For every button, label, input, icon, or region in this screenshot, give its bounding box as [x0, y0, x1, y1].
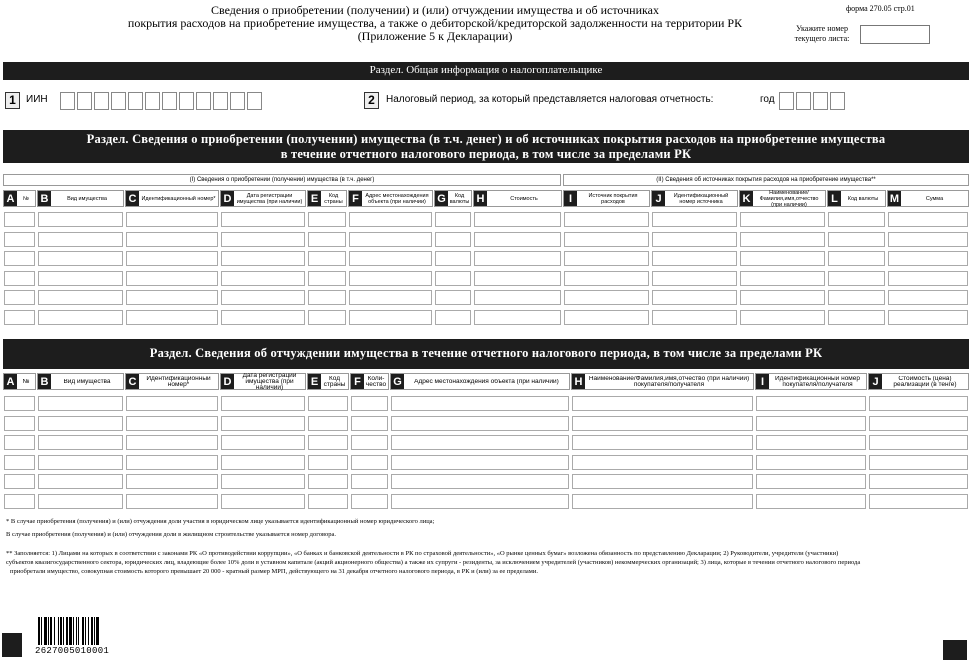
acq-table-cell[interactable] [38, 232, 123, 247]
acq-col-letter: B [38, 191, 51, 206]
disp-table-cell[interactable] [4, 416, 35, 431]
sheet-number-input[interactable] [860, 25, 930, 44]
acq-col-header-c [125, 190, 219, 207]
barcode [38, 617, 126, 647]
disp-table-cell[interactable] [572, 494, 753, 509]
acq-table-cell[interactable] [435, 271, 471, 286]
acq-table-cell[interactable] [564, 232, 649, 247]
note-1: * В случае приобретения (получения) и (или) отчуждения доли участия в юридическом лице указывается идентификационный номер юридического лица; [6, 518, 435, 525]
acq-table-cell[interactable] [4, 251, 35, 266]
acq-col-label: № [23, 195, 29, 202]
disp-table-cell[interactable] [351, 396, 388, 411]
note-3-line-1: ** Заполняется: 1) Лицами на которых в соответствии с законами РК «О противодействии коррупции», «О банках и банковской деятельности в РК по страховой деятельности», «О рынке ценных бумаг» возложена обязанность по представлению Декларации; 2) Руководители, учредители (участники) [6, 550, 839, 557]
acq-table-cell[interactable] [740, 251, 825, 266]
disp-table-cell[interactable] [221, 455, 305, 470]
disp-table-cell[interactable] [221, 494, 305, 509]
disp-col-letter: I [756, 374, 769, 389]
acq-table-cell[interactable] [126, 251, 218, 266]
acq-table-cell[interactable] [828, 212, 885, 227]
disp-table-cell[interactable] [38, 435, 123, 450]
acq-table-cell[interactable] [564, 251, 649, 266]
section-disposal-title: Раздел. Сведения об отчуждении имущества в течение отчетного налогового периода, в том числе за пределами РК [3, 339, 969, 369]
acq-col-header-j [651, 190, 738, 207]
iin-digit-cell[interactable] [213, 92, 228, 110]
disp-col-letter: J [869, 374, 882, 389]
acq-col-letter: I [564, 191, 577, 206]
acq-table-cell[interactable] [474, 310, 561, 325]
disp-col-label: № [22, 378, 30, 385]
acq-table-cell[interactable] [126, 271, 218, 286]
acq-table-cell[interactable] [652, 310, 737, 325]
title-line-2: покрытия расходов на приобретение имущества, а также о дебиторской/кредиторской задолженности на территории РК [127, 16, 743, 30]
acq-table-cell[interactable] [4, 232, 35, 247]
disp-table-cell[interactable] [308, 396, 348, 411]
year-digit-cell[interactable] [813, 92, 828, 110]
disp-col-label: Идентификационный номер покупателя/получателя [774, 375, 861, 388]
disp-col-label: Идентификационный номер* [146, 375, 211, 388]
acq-table-cell[interactable] [38, 271, 123, 286]
disp-table-cell[interactable] [4, 435, 35, 450]
acq-col-label: Дата регистрации имущества (при наличии) [236, 192, 303, 205]
disp-table-cell[interactable] [572, 435, 753, 450]
acq-table-cell[interactable] [308, 271, 346, 286]
disp-table-cell[interactable] [351, 494, 388, 509]
barcode-bar [38, 617, 40, 645]
section-acquisition-title [3, 130, 969, 163]
acq-table-cell[interactable] [349, 290, 432, 305]
disp-table-cell[interactable] [308, 455, 348, 470]
disp-table-cell[interactable] [221, 474, 305, 489]
disp-table-cell[interactable] [221, 435, 305, 450]
acq-table-cell[interactable] [564, 212, 649, 227]
disp-table-cell[interactable] [38, 416, 123, 431]
iin-digit-cell[interactable] [77, 92, 92, 110]
disp-table-cell[interactable] [4, 494, 35, 509]
acq-table-cell[interactable] [308, 232, 346, 247]
disp-col-label: Код страны [323, 375, 346, 388]
barcode-bar [69, 617, 72, 645]
acq-col-letter: E [308, 191, 321, 206]
iin-digit-cell[interactable] [128, 92, 143, 110]
acq-col-letter: A [4, 191, 17, 206]
acq-col-header-m [887, 190, 969, 207]
acq-col-letter: J [652, 191, 665, 206]
acq-table-cell[interactable] [221, 271, 305, 286]
field-2-number: 2 [364, 92, 379, 109]
acq-table-cell[interactable] [349, 251, 432, 266]
acq-table-cell[interactable] [4, 310, 35, 325]
acq-col-letter: K [740, 191, 753, 206]
iin-digit-cell[interactable] [162, 92, 177, 110]
disp-table-cell[interactable] [126, 455, 218, 470]
acq-table-cell[interactable] [4, 290, 35, 305]
acq-table-cell[interactable] [38, 310, 123, 325]
acq-table-cell[interactable] [652, 290, 737, 305]
acq-col-label: Источник покрытия расходов [588, 192, 638, 205]
title-line-3: (Приложение 5 к Декларации) [357, 29, 513, 43]
acq-table-cell[interactable] [349, 212, 432, 227]
disp-table-cell[interactable] [869, 435, 968, 450]
disp-table-cell[interactable] [869, 396, 968, 411]
year-label: год [760, 94, 775, 105]
disp-table-cell[interactable] [351, 435, 388, 450]
acq-col-header-l [827, 190, 886, 207]
acq-table-cell[interactable] [474, 232, 561, 247]
barcode-bar [41, 617, 42, 645]
acq-col-letter: H [474, 191, 487, 206]
acq-table-cell[interactable] [308, 251, 346, 266]
disp-col-header-f [350, 373, 389, 390]
acq-table-cell[interactable] [474, 251, 561, 266]
barcode-bar [58, 617, 59, 645]
disp-table-cell[interactable] [308, 474, 348, 489]
disp-col-header-j [868, 373, 969, 390]
acq-table-cell[interactable] [349, 232, 432, 247]
disp-table-cell[interactable] [869, 455, 968, 470]
acq-col-letter: M [889, 193, 900, 205]
acq-table-cell[interactable] [308, 290, 346, 305]
disp-col-label: Коли-чество [365, 375, 387, 388]
acq-table-cell[interactable] [474, 212, 561, 227]
iin-digit-cell[interactable] [196, 92, 211, 110]
acq-table-cell[interactable] [126, 212, 218, 227]
acq-table-cell[interactable] [564, 271, 649, 286]
acq-table-cell[interactable] [652, 271, 737, 286]
acq-table-cell[interactable] [652, 251, 737, 266]
disp-table-cell[interactable] [351, 455, 388, 470]
disp-table-cell[interactable] [308, 416, 348, 431]
corner-marker-right [943, 640, 967, 660]
acq-table-cell[interactable] [221, 310, 305, 325]
sheet-label-line-1: Укажите номер [796, 24, 848, 33]
acq-table-cell[interactable] [652, 232, 737, 247]
barcode-bar [73, 617, 74, 645]
disp-col-label: Дата регистрации имущества (при наличии) [242, 372, 297, 391]
disp-table-cell[interactable] [308, 494, 348, 509]
iin-digit-cell[interactable] [111, 92, 126, 110]
disp-table-cell[interactable] [126, 416, 218, 431]
acq-col-letter: D [221, 191, 234, 206]
acq-table-cell[interactable] [740, 212, 825, 227]
disp-table-cell[interactable] [221, 416, 305, 431]
sheet-label-line-2: текущего листа: [794, 34, 850, 43]
acq-table-cell[interactable] [435, 290, 471, 305]
acq-table-cell[interactable] [126, 290, 218, 305]
disp-col-header-c [125, 373, 219, 390]
disp-table-cell[interactable] [391, 494, 569, 509]
acq-col-label: Стоимость [510, 195, 538, 202]
acq-table-cell[interactable] [435, 310, 471, 325]
acq-table-cell[interactable] [888, 271, 968, 286]
barcode-bar [94, 617, 95, 645]
tax-period-label: Налоговый период, за который представляется налоговая отчетность: [386, 94, 714, 105]
acq-table-cell[interactable] [221, 251, 305, 266]
note-2: В случае приобретения (получения) и (или) отчуждения доли в жилищном строительстве указывается номер договора. [6, 531, 337, 538]
acq-table-cell[interactable] [349, 310, 432, 325]
disp-table-cell[interactable] [38, 494, 123, 509]
disp-col-letter: H [572, 374, 585, 389]
disp-col-header-d [220, 373, 306, 390]
iin-digit-cell[interactable] [94, 92, 109, 110]
acq-table-cell[interactable] [474, 271, 561, 286]
disp-col-header-h [571, 373, 754, 390]
title-line-1: Сведения о приобретении (получении) и (или) отчуждении имущества и об источниках [211, 3, 659, 17]
acq-table-cell[interactable] [38, 290, 123, 305]
disp-table-cell[interactable] [221, 396, 305, 411]
disp-table-cell[interactable] [756, 474, 866, 489]
year-digit-cell[interactable] [830, 92, 845, 110]
acq-col-header-g [434, 190, 472, 207]
acq-table-cell[interactable] [888, 310, 968, 325]
acq-table-cell[interactable] [221, 232, 305, 247]
acq-table-cell[interactable] [308, 212, 346, 227]
acq-table-cell[interactable] [828, 271, 885, 286]
disp-col-label: Адрес местонахождения объекта (при наличии) [414, 378, 559, 385]
acq-col-header-d [220, 190, 306, 207]
section-acquisition-title-line-1: Раздел. Сведения о приобретении (получении) имущества (в т.ч. денег) и об источниках покрытия расходов на приобретение имущества [86, 132, 886, 146]
acq-table-cell[interactable] [564, 310, 649, 325]
acq-table-cell[interactable] [435, 232, 471, 247]
barcode-bar [54, 617, 55, 645]
acq-col-label: Идентификационный номер* [141, 195, 216, 202]
disp-table-cell[interactable] [38, 455, 123, 470]
acq-table-cell[interactable] [828, 232, 885, 247]
barcode-bar [48, 617, 49, 645]
disp-table-cell[interactable] [756, 494, 866, 509]
acq-col-header-h [473, 190, 562, 207]
barcode-bar [82, 617, 84, 645]
section-general-info-title: Раздел. Общая информация о налогоплательщике [3, 62, 969, 80]
disp-col-letter: B [38, 374, 51, 389]
acq-table-cell[interactable] [308, 310, 346, 325]
disp-table-cell[interactable] [391, 474, 569, 489]
barcode-bar [85, 617, 86, 645]
year-digit-cell[interactable] [779, 92, 794, 110]
disp-table-cell[interactable] [126, 396, 218, 411]
acq-table-cell[interactable] [4, 271, 35, 286]
acq-col-letter: C [126, 191, 139, 206]
disp-table-cell[interactable] [126, 494, 218, 509]
corner-marker-left [2, 633, 22, 657]
acq-col-letter: F [349, 191, 362, 206]
disp-table-cell[interactable] [391, 416, 569, 431]
barcode-bar [91, 617, 93, 645]
barcode-bar [96, 617, 99, 645]
disp-table-cell[interactable] [869, 494, 968, 509]
disp-table-cell[interactable] [756, 435, 866, 450]
acq-table-cell[interactable] [435, 251, 471, 266]
barcode-bar [60, 617, 62, 645]
acq-table-cell[interactable] [740, 310, 825, 325]
acq-col-label: Сумма [925, 195, 944, 202]
acq-table-cell[interactable] [221, 212, 305, 227]
acq-table-cell[interactable] [38, 251, 123, 266]
acq-col-header-i [563, 190, 650, 207]
disp-table-cell[interactable] [869, 416, 968, 431]
acq-table-cell[interactable] [126, 310, 218, 325]
acq-table-cell[interactable] [828, 251, 885, 266]
barcode-digits: 2627005010001 [35, 646, 110, 656]
group-sources-header: (II) Сведения об источниках покрытия расходов на приобретение имущества** [563, 174, 969, 186]
barcode-bar [66, 617, 68, 645]
acq-table-cell[interactable] [349, 271, 432, 286]
disp-col-header-g [390, 373, 570, 390]
acq-table-cell[interactable] [435, 212, 471, 227]
acq-table-cell[interactable] [564, 290, 649, 305]
acq-table-cell[interactable] [740, 290, 825, 305]
iin-digit-cell[interactable] [247, 92, 262, 110]
acq-col-header-a [3, 190, 36, 207]
disp-table-cell[interactable] [572, 416, 753, 431]
disp-table-cell[interactable] [391, 435, 569, 450]
disp-col-header-e [307, 373, 349, 390]
note-3-line-3: приобретали имущество, совокупная стоимость которого превышает 20 000 - кратный размер МРП, действующего на 31 декабря отчетного налогового периода, в РК и (или) за ее пределами. [10, 568, 538, 575]
disp-table-cell[interactable] [351, 416, 388, 431]
acq-col-header-f [348, 190, 433, 207]
disp-col-label: Наименование/Фамилия,имя,отчество (при наличии) покупателя/получателя [588, 375, 750, 388]
acq-col-label: Адрес местонахождения объекта (при наличии) [365, 192, 429, 205]
note-3-line-2: субъектов квазигосударственного сектора, юридических лиц, владеющие более 10% доли в уставном капитале (акций акционерного общества) а также их супруги - резиденты, за исключением учредителей (участников) некоммерческих организаций; 3) лица, которые в течении отчетного налогового периода [6, 559, 861, 566]
iin-input[interactable] [60, 92, 265, 111]
acq-table-cell[interactable] [38, 212, 123, 227]
acq-col-label: Код страны [324, 192, 343, 205]
disp-table-cell[interactable] [4, 455, 35, 470]
disp-table-cell[interactable] [308, 435, 348, 450]
section-acquisition-title-line-2: в течение отчетного налогового периода, в том числе за пределами РК [280, 147, 692, 161]
disp-table-cell[interactable] [126, 435, 218, 450]
disp-table-cell[interactable] [4, 396, 35, 411]
iin-digit-cell[interactable] [230, 92, 245, 110]
iin-label: ИИН [26, 94, 48, 105]
disp-table-cell[interactable] [4, 474, 35, 489]
group-acquisition-header: (I) Сведения о приобретении (получении) имущества (в т.ч. денег) [3, 174, 561, 186]
acq-col-header-e [307, 190, 347, 207]
acq-col-label: Вид имущества [67, 195, 107, 202]
disp-col-letter: D [221, 374, 234, 389]
sheet-number-label [787, 24, 857, 44]
iin-digit-cell[interactable] [179, 92, 194, 110]
disp-table-cell[interactable] [391, 396, 569, 411]
disp-table-cell[interactable] [391, 455, 569, 470]
year-input[interactable] [779, 92, 849, 111]
acq-table-cell[interactable] [888, 251, 968, 266]
barcode-bar [44, 617, 47, 645]
acq-table-cell[interactable] [221, 290, 305, 305]
acq-table-cell[interactable] [828, 310, 885, 325]
acq-table-cell[interactable] [888, 212, 968, 227]
acq-table-cell[interactable] [126, 232, 218, 247]
acq-table-cell[interactable] [740, 271, 825, 286]
disp-table-cell[interactable] [572, 396, 753, 411]
disp-col-letter: G [391, 374, 404, 389]
acq-table-cell[interactable] [888, 290, 968, 305]
disp-col-header-i [755, 373, 867, 390]
barcode-bar [50, 617, 52, 645]
disp-col-letter: C [126, 374, 139, 389]
disp-col-letter: A [4, 374, 17, 389]
acq-table-cell[interactable] [652, 212, 737, 227]
barcode-bar [88, 617, 89, 645]
note-3 [6, 549, 966, 576]
form-title [90, 4, 780, 43]
acq-table-cell[interactable] [888, 232, 968, 247]
acq-col-header-k [739, 190, 826, 207]
disp-col-letter: F [351, 374, 364, 389]
acq-col-letter: L [828, 191, 841, 206]
disp-table-cell[interactable] [126, 474, 218, 489]
disp-table-cell[interactable] [572, 474, 753, 489]
disp-col-header-b [37, 373, 124, 390]
acq-col-label: Наименование/Фамилия,имя,отчество (при наличии) [759, 189, 819, 208]
year-digit-cell[interactable] [796, 92, 811, 110]
disp-table-cell[interactable] [756, 396, 866, 411]
disp-table-cell[interactable] [756, 455, 866, 470]
iin-digit-cell[interactable] [60, 92, 75, 110]
barcode-bar [63, 617, 64, 645]
acq-table-cell[interactable] [740, 232, 825, 247]
disp-table-cell[interactable] [351, 474, 388, 489]
form-number: форма 270.05 стр.01 [846, 4, 915, 13]
iin-digit-cell[interactable] [145, 92, 160, 110]
acq-table-cell[interactable] [474, 290, 561, 305]
field-1-number: 1 [5, 92, 20, 109]
disp-table-cell[interactable] [38, 474, 123, 489]
acq-table-cell[interactable] [4, 212, 35, 227]
disp-table-cell[interactable] [38, 396, 123, 411]
disp-table-cell[interactable] [756, 416, 866, 431]
acq-col-label: Идентификационный номер источника [673, 192, 729, 205]
acq-col-header-b [37, 190, 124, 207]
disp-table-cell[interactable] [869, 474, 968, 489]
acq-table-cell[interactable] [828, 290, 885, 305]
barcode-bar [76, 617, 77, 645]
acq-col-letter: G [435, 191, 448, 206]
barcode-bar [78, 617, 79, 645]
disp-table-cell[interactable] [572, 455, 753, 470]
disp-col-label: Вид имущества [63, 378, 111, 385]
disp-col-header-a [3, 373, 36, 390]
disp-col-letter: E [308, 374, 321, 389]
acq-col-label: Код валюты [449, 192, 470, 205]
disp-col-label: Стоимость (цена) реализации (в тенге) [893, 375, 957, 388]
acq-col-label: Код валюты [847, 195, 879, 202]
